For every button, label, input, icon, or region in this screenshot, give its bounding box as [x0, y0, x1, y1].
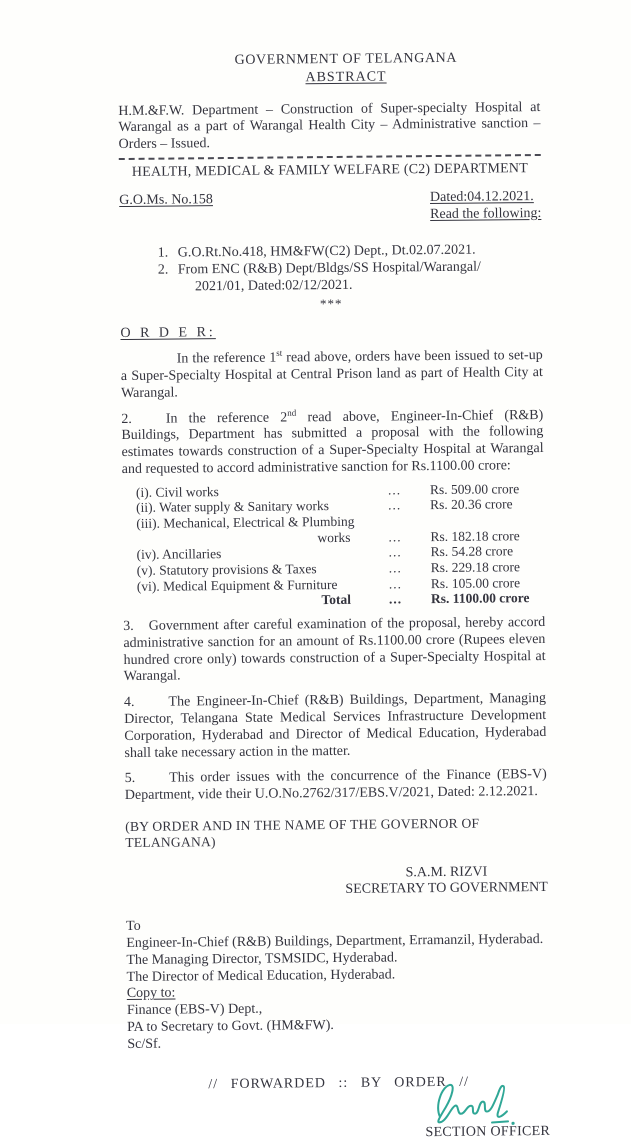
- reference-text-wrap: 2021/01, Dated:02/12/2021.: [195, 276, 542, 296]
- abstract-heading: [118, 68, 540, 89]
- order-paragraph-2: [121, 408, 544, 479]
- estimate-label: (ii). Water supply & Sanitary works: [136, 498, 388, 516]
- go-document: [118, 50, 550, 1145]
- ordinal-superscript: st: [276, 348, 282, 358]
- estimate-amount: Rs. 509.00 crore: [430, 481, 536, 498]
- paragraph-text: Government after careful examination of the proposal, hereby accord administrative sanction for an amount of Rs.1100.00 crore (Rupees eleven hundred crore only) towards construction of a Super-Specialty Hospital at Warangal.: [123, 615, 545, 684]
- total-amount: Rs. 1100.00 crore: [431, 590, 537, 607]
- paragraph-number: 5.: [125, 771, 136, 788]
- paragraph-text: read above, orders have been issued to set-up a Super-Specialty Hospital at Central Prison land as part of Health City at Warangal.: [121, 348, 543, 401]
- to-label: To: [126, 915, 548, 936]
- estimate-dots: ...: [388, 497, 430, 513]
- estimate-label: (v). Statutory provisions & Taxes: [137, 560, 389, 578]
- estimate-amount: Rs. 229.18 crore: [431, 559, 537, 576]
- paragraph-text: In the reference 2: [166, 410, 288, 426]
- paragraph-text: This order issues with the concurrence of the Finance (EBS-V) Department, vide their U.O.No.2762/317/EBS.V/2021, Dated: 2.12.2021.: [125, 767, 547, 803]
- signoff-block: [126, 864, 548, 902]
- order-paragraph-4: [124, 691, 547, 762]
- order-paragraph-3: [123, 615, 546, 686]
- total-dots: ...: [389, 591, 431, 607]
- abstract-text: ABSTRACT: [305, 69, 386, 85]
- estimate-label: (i). Civil works: [136, 482, 388, 500]
- go-number-row: [119, 189, 541, 227]
- order-paragraph-1: [121, 348, 543, 402]
- go-number: G.O.Ms. No.158: [119, 192, 213, 210]
- address-line: Engineer-In-Chief (R&B) Buildings, Department, Erramanzil, Hyderabad.: [126, 932, 548, 953]
- estimate-dots: ...: [388, 544, 430, 560]
- dated-label: Dated:04.12.2021.: [430, 189, 534, 205]
- estimate-amount: Rs. 182.18 crore: [430, 528, 536, 545]
- read-following-label: Read the following:: [430, 206, 541, 222]
- estimate-label: (vi). Medical Equipment & Furniture: [137, 576, 389, 594]
- paragraph-number: 3.: [123, 619, 134, 636]
- distribution-block: [126, 915, 549, 1053]
- paragraph-text: read above, Engineer-In-Chief (R&B) Buildings, Department has submitted a proposal with the following estimates towards construction of a Super-Specialty Hospital at Warangal and requested to accord administrative sanction for Rs.1100.00 crore:: [121, 408, 543, 477]
- copy-line: Sc/Sf.: [127, 1033, 549, 1054]
- separator-line: [119, 154, 541, 160]
- secretary-name: S.A.M. RIZVI: [406, 864, 488, 880]
- address-line: The Director of Medical Education, Hyderabad.: [127, 966, 549, 987]
- government-title: GOVERNMENT OF TELANGANA: [118, 50, 540, 71]
- paragraph-number: 4.: [124, 695, 135, 712]
- stars-separator: ***: [120, 294, 542, 314]
- paragraph-text: In the reference 1: [177, 351, 277, 367]
- order-paragraph-5: [125, 767, 547, 805]
- copy-to-text: Copy to:: [127, 986, 176, 1001]
- copy-line: PA to Secretary to Govt. (HM&FW).: [127, 1016, 549, 1037]
- estimate-amount: Rs. 105.00 crore: [431, 575, 537, 592]
- signoff-inner: [345, 864, 548, 900]
- reference-number: 2.: [158, 263, 178, 280]
- estimate-dots: ...: [388, 529, 430, 545]
- department-heading: HEALTH, MEDICAL & FAMILY WELFARE (C2) DEPARTMENT: [119, 161, 541, 182]
- paragraph-text: The Engineer-In-Chief (R&B) Buildings, Department, Managing Director, Telangana State Medical Services Infrastructure Development Corporation, Hyderabad and Director of Medical Education, Hyderabad shall take necessary action in the matter.: [124, 691, 546, 760]
- total-label: Total: [137, 592, 389, 610]
- estimate-total-row: [137, 590, 537, 609]
- reference-text: From ENC (R&B) Dept/Bldgs/SS Hospital/Warangal/: [178, 260, 481, 280]
- dated-block: [430, 189, 542, 224]
- order-heading-text: O R D E R:: [120, 325, 215, 341]
- estimate-amount: Rs. 54.28 crore: [430, 543, 536, 560]
- references-list: [158, 242, 542, 296]
- estimate-label: (iv). Ancillaries: [137, 545, 389, 563]
- copy-line: Finance (EBS-V) Dept.,: [127, 999, 549, 1020]
- estimate-dots: ...: [389, 576, 431, 592]
- ordinal-superscript: nd: [287, 407, 296, 417]
- section-officer-label: SECTION OFFICER: [128, 1124, 550, 1145]
- by-order-line: (BY ORDER AND IN THE NAME OF THE GOVERNOR OF TELANGANA): [125, 815, 547, 852]
- address-line: The Managing Director, TSMSIDC, Hyderabad.: [126, 949, 548, 970]
- estimate-label: (iii). Mechanical, Electrical & Plumbing: [136, 514, 388, 532]
- estimate-amount: Rs. 20.36 crore: [430, 496, 536, 513]
- forwarded-line: // FORWARDED :: BY ORDER //: [128, 1073, 550, 1094]
- subject-paragraph: H.M.&F.W. Department – Construction of Super-specialty Hospital at Warangal as a part of Warangal Health City – Administrative sanction – Orders – Issued.: [118, 100, 540, 154]
- estimates-table: [136, 481, 537, 610]
- paragraph-number: 2.: [121, 411, 132, 428]
- secretary-title: SECRETARY TO GOVERNMENT: [345, 880, 548, 897]
- estimate-label-continued: works: [136, 529, 388, 547]
- order-heading: [120, 322, 542, 343]
- estimate-dots: ...: [388, 482, 430, 498]
- reference-number: 1.: [158, 246, 178, 263]
- estimate-dots: ...: [389, 560, 431, 576]
- reference-text: G.O.Rt.No.418, HM&FW(C2) Dept., Dt.02.07.2021.: [178, 243, 476, 263]
